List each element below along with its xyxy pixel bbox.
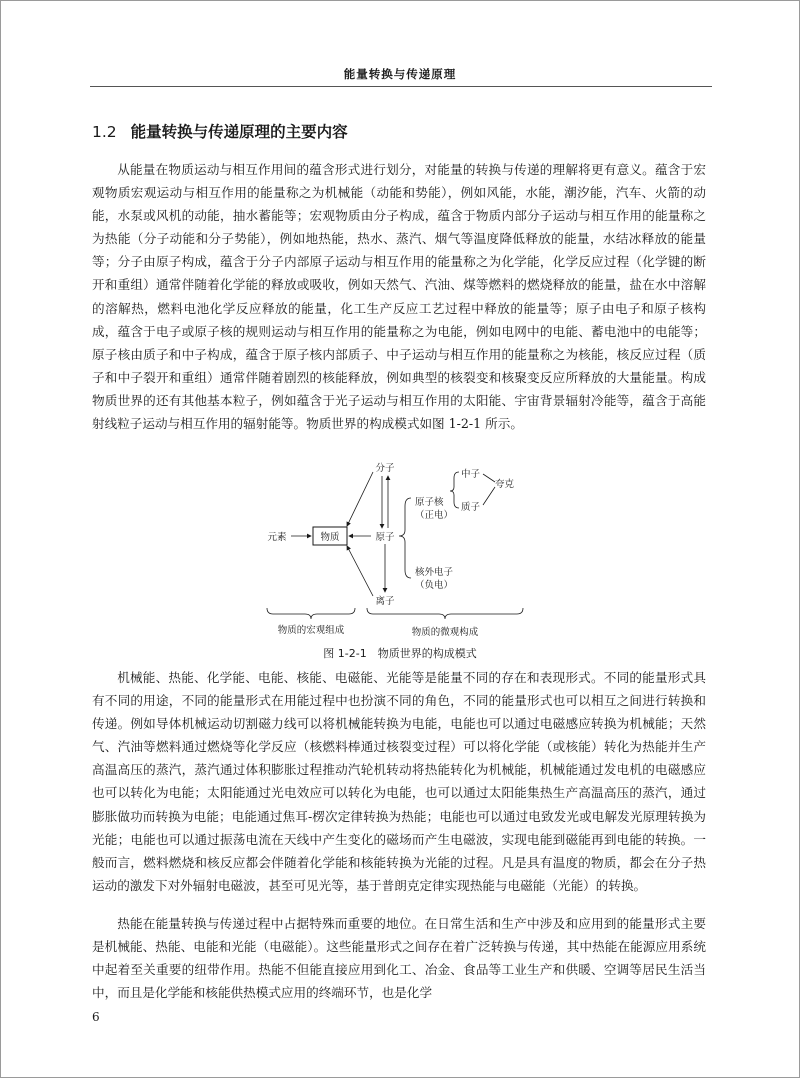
- section-number: 1.2: [92, 123, 117, 141]
- label-macro: 物质的宏观组成: [277, 625, 345, 636]
- label-micro: 物质的微观构成: [411, 627, 479, 638]
- node-matter: 物质: [320, 532, 340, 543]
- page-number: 6: [92, 1010, 100, 1024]
- arrow-ion-matter: [347, 546, 373, 596]
- figure-matter-structure: [255, 458, 545, 648]
- node-neutron: 中子: [461, 469, 481, 480]
- nucleus-brace: [450, 472, 459, 508]
- node-quark: 夸克: [495, 479, 515, 490]
- paragraph-energy-forms: 从能量在物质运动与相互作用间的蕴含形式进行划分，对能量的转换与传递的理解将更有意义。蕴含于宏观物质宏观运动与相互作用的能量称之为机械能（动能和势能），例如风能，水能，潮汐能，汽车、火箭的动能，水泵或风机的动能，抽水蓄能等；宏观物质由分子构成，蕴含于物质内部分子运动与相互作用的能量称之为热能（分子动能和分子势能），例如地热能，热水、蒸汽、烟气等温度降低释放的能量，水结冰释放的能量等；分子由原子构成，蕴含于分子内部原子运动与相互作用的能量称之为化学能，化学反应过程（化学键的断开和重组）通常伴随着化学能的释放或吸收，例如天然气、汽油、煤等燃料的燃烧释放的能量，盐在水中溶解的溶解热，燃料电池化学反应释放的能量，化工生产反应工艺过程中释放的能量等；原子由电子和原子核构成，蕴含于电子或原子核的规则运动与相互作用的能量称之为电能，例如电网中的电能、蓄电池中的电能等；原子核由质子和中子构成，蕴含于原子核内部质子、中子运动与相互作用的能量称之为核能，核反应过程（质子和中子裂开和重组）通常伴随着剧烈的核能释放，例如典型的核裂变和核聚变反应所释放的大量能量。构成物质世界的还有其他基本粒子，例如蕴含于光子运动与相互作用的太阳能、宇宙背景辐射冷能等，蕴含于高能射线粒子运动与相互作用的辐射能等。物质世界的构成模式如图 1-2-1 所示。: [92, 162, 706, 432]
- diagram-svg: [255, 458, 545, 648]
- line-proton-quark: [483, 487, 495, 505]
- node-proton: 质子: [461, 502, 481, 513]
- node-electron-charge: （负电）: [415, 580, 454, 591]
- node-element: 元素: [267, 532, 287, 543]
- paragraph-thermal-energy: 热能在能量转换与传递过程中占据特殊而重要的地位。在日常生活和生产中涉及和应用到的能量形式主要是机械能、热能、电能和光能（电磁能）。这些能量形式之间存在着广泛转换与传递，其中热能在能源应用系统中起着至关重要的纽带作用。热能不但能直接应用到化工、冶金、食品等工业生产和供暖、空调等居民生活当中，而且是化学能和核能供热模式应用的终端环节，也是化学: [92, 916, 706, 1001]
- figure-caption: 图 1-2-1 物质世界的构成模式: [323, 647, 477, 660]
- micro-brace: [367, 608, 523, 619]
- paragraph-energy-conversion: 机械能、热能、化学能、电能、核能、电磁能、光能等是能量不同的存在和表现形式。不同的能量形式具有不同的用途，不同的能量形式在用能过程中也扮演不同的角色，不同的能量形式也可以相互之间进行转换和传递。例如导体机械运动切割磁力线可以将机械能转换为电能，电能也可以通过电磁感应转换为机械能；天然气、汽油等燃料通过燃烧等化学反应（核燃料棒通过核裂变过程）可以将化学能（或核能）转化为热能并生产高温高压的蒸汽，蒸汽通过体积膨胀过程推动汽轮机转动将热能转化为机械能，机械能通过发电机的电磁感应也可以转化为电能；太阳能通过光电效应可以转化为电能，也可以通过太阳能集热生产高温高压的蒸汽，通过膨胀做功而转换为电能；电能通过焦耳-楞次定律转换为热能；电能也可以通过电致发光或电解发光原理转换为光能；电能也可以通过振荡电流在天线中产生变化的磁场而产生电磁波，实现电能到磁能再到电能的转换。一般而言，燃料燃烧和核反应都会伴随着化学能和核能转换为光能的过程。凡是具有温度的物质，都会在分子热运动的激发下对外辐射电磁波，甚至可见光等，基于普朗克定律实现热能与电磁能（光能）的转换。: [92, 670, 706, 893]
- header-rule: [90, 86, 712, 87]
- node-nucleus: 原子核: [415, 497, 444, 508]
- section-title: 能量转换与传递原理的主要内容: [130, 123, 348, 141]
- node-atom: 原子: [375, 532, 395, 543]
- section-heading: [92, 120, 348, 142]
- node-electron: 核外电子: [415, 567, 454, 578]
- node-molecule: 分子: [375, 463, 395, 474]
- node-nucleus-charge: （正电）: [415, 510, 454, 521]
- atom-brace: [399, 498, 411, 578]
- macro-brace: [267, 608, 355, 619]
- arrow-molecule-matter: [347, 472, 373, 526]
- line-neutron-quark: [483, 474, 495, 482]
- running-header: 能量转换与传递原理: [343, 67, 457, 81]
- node-ion: 离子: [375, 596, 395, 607]
